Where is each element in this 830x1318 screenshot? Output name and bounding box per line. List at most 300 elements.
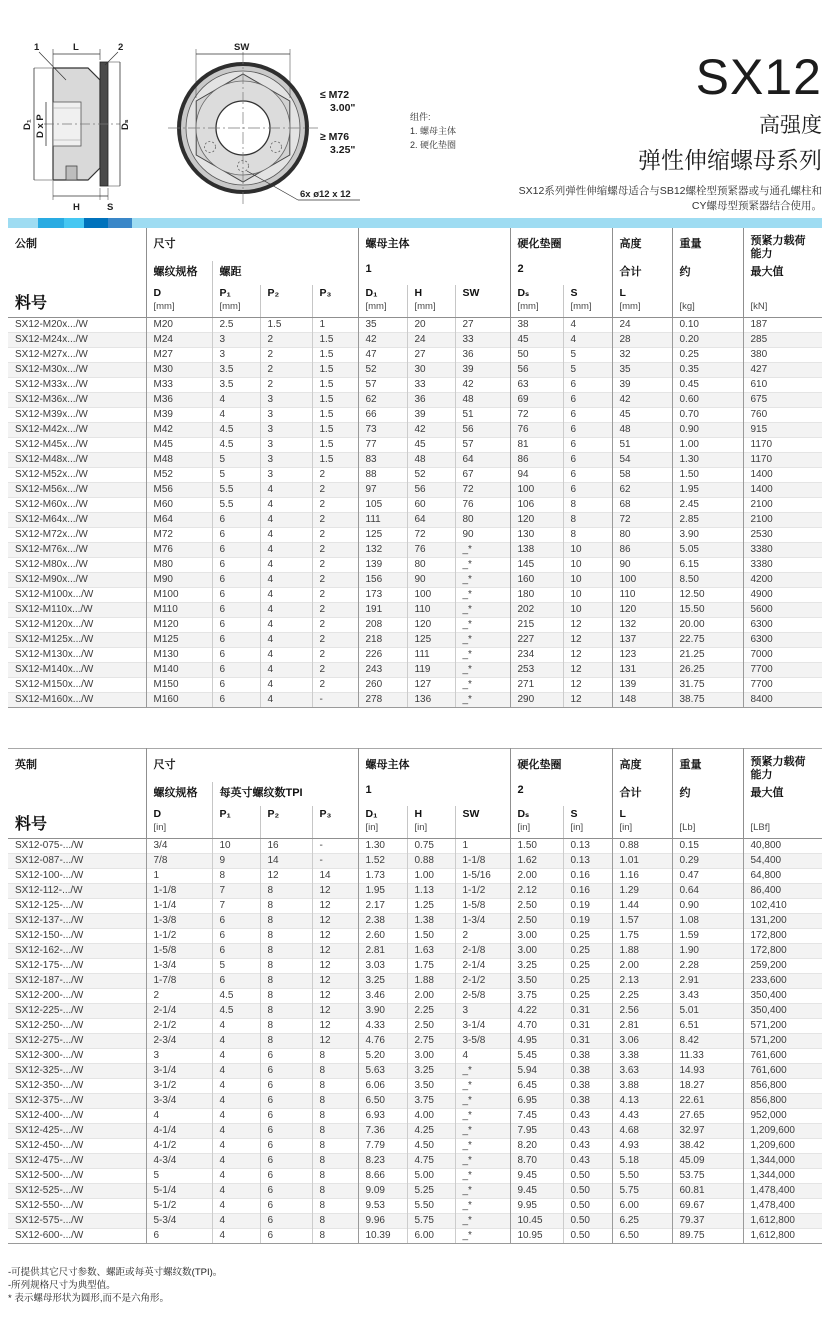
table-cell: 8 <box>260 1018 312 1033</box>
table-cell: 8 <box>312 1183 358 1198</box>
table-cell: 3.00 <box>510 943 563 958</box>
table-cell: 2.50 <box>407 1018 455 1033</box>
table-cell: 77 <box>358 437 407 452</box>
table-row <box>8 482 822 497</box>
table-cell: 0.16 <box>563 883 612 898</box>
accent-bar-segment <box>108 218 132 228</box>
table-cell: SX12-M150x.../W <box>8 677 146 692</box>
table-cell: 6.93 <box>358 1108 407 1123</box>
table-cell: 0.35 <box>672 362 743 377</box>
table-cell: 5.05 <box>672 542 743 557</box>
table-cell: 2 <box>260 377 312 392</box>
table-cell: 72 <box>455 482 510 497</box>
table-cell: 1.57 <box>612 913 672 928</box>
table-cell: 69.67 <box>672 1198 743 1213</box>
table-cell: 100 <box>407 587 455 602</box>
table-cell: 3.88 <box>612 1078 672 1093</box>
table-cell: 57 <box>455 437 510 452</box>
column-P1: P₁ <box>212 806 260 838</box>
table-cell: 226 <box>358 647 407 662</box>
table-row <box>8 362 822 377</box>
table-cell: M140 <box>146 662 212 677</box>
table-cell: 243 <box>358 662 407 677</box>
table-cell: 4.68 <box>612 1123 672 1138</box>
table-cell: 6 <box>212 928 260 943</box>
table-cell: 1-3/4 <box>146 958 212 973</box>
table-cell: 10.39 <box>358 1228 407 1243</box>
table-cell: 42 <box>455 377 510 392</box>
column-D: D [in] <box>146 806 212 838</box>
table-cell: 45.09 <box>672 1153 743 1168</box>
table-cell: 0.75 <box>407 838 455 853</box>
accent-bar-segment <box>132 218 822 228</box>
table-cell: 2 <box>312 572 358 587</box>
table-cell: SX12-150-.../W <box>8 928 146 943</box>
group-washer: 硬化垫圈 <box>510 228 612 261</box>
table-cell: 4 <box>260 692 312 707</box>
table-cell: 27.65 <box>672 1108 743 1123</box>
table-cell: 10.95 <box>510 1228 563 1243</box>
table-cell: SX12-425-.../W <box>8 1123 146 1138</box>
table-cell: 0.16 <box>563 868 612 883</box>
table-cell: 30 <box>407 362 455 377</box>
table-cell: 5.01 <box>672 1003 743 1018</box>
table-row <box>8 587 822 602</box>
table-cell: 2-1/4 <box>455 958 510 973</box>
table-row <box>8 617 822 632</box>
table-cell: 6 <box>212 542 260 557</box>
table-cell: 4.5 <box>212 437 260 452</box>
table-row <box>8 1138 822 1153</box>
table-cell: _* <box>455 1078 510 1093</box>
table-cell: 7 <box>212 898 260 913</box>
table-cell: SX12-137-.../W <box>8 913 146 928</box>
column-L: L [in] <box>612 806 672 838</box>
table-cell: 7 <box>212 883 260 898</box>
table-cell: 1.50 <box>510 838 563 853</box>
table-row <box>8 898 822 913</box>
table-cell: 22.61 <box>672 1093 743 1108</box>
table-cell: 2-5/8 <box>455 988 510 1003</box>
table-cell: 3.38 <box>612 1048 672 1063</box>
table-cell: 0.43 <box>563 1123 612 1138</box>
table-cell: 5.5 <box>212 497 260 512</box>
table-cell: 100 <box>612 572 672 587</box>
table-cell: 675 <box>743 392 822 407</box>
table-cell: 62 <box>358 392 407 407</box>
table-cell: 2.00 <box>510 868 563 883</box>
table-cell: _* <box>455 692 510 707</box>
column-Ds: Dₛ [in] <box>510 806 563 838</box>
table-cell: 4 <box>212 1123 260 1138</box>
table-cell: 6 <box>563 377 612 392</box>
table-cell: 0.50 <box>563 1198 612 1213</box>
table-cell: 45 <box>510 332 563 347</box>
table-cell: SX12-375-.../W <box>8 1093 146 1108</box>
table-cell: 62 <box>612 482 672 497</box>
table-cell: 53.75 <box>672 1168 743 1183</box>
table-cell: 6 <box>563 437 612 452</box>
table-cell: 83 <box>358 452 407 467</box>
table-cell: 4 <box>212 1198 260 1213</box>
table-cell: 130 <box>510 527 563 542</box>
table-cell: 3.25 <box>510 958 563 973</box>
table-cell: 68 <box>612 497 672 512</box>
table-cell: 4.25 <box>407 1123 455 1138</box>
table-cell: M48 <box>146 452 212 467</box>
table-cell: 3.50 <box>510 973 563 988</box>
table-cell: 73 <box>358 422 407 437</box>
table-cell: 6 <box>260 1228 312 1243</box>
table-cell: 2-3/4 <box>146 1033 212 1048</box>
table-cell: 137 <box>612 632 672 647</box>
table-cell: 0.20 <box>672 332 743 347</box>
imperial-table-body <box>8 838 822 1243</box>
table-cell: 10 <box>212 838 260 853</box>
table-cell: 0.19 <box>563 913 612 928</box>
table-cell: 5.75 <box>612 1183 672 1198</box>
table-cell: 10 <box>563 602 612 617</box>
table-cell: _* <box>455 1108 510 1123</box>
table-cell: SX12-M140x.../W <box>8 662 146 677</box>
table-cell: 38 <box>510 317 563 332</box>
table-cell: 1.30 <box>672 452 743 467</box>
subhead-nut-number: 1 <box>358 261 510 285</box>
table-cell: SX12-M90x.../W <box>8 572 146 587</box>
table-cell: 6.00 <box>407 1228 455 1243</box>
table-cell: 7.45 <box>510 1108 563 1123</box>
table-cell: 9.53 <box>358 1198 407 1213</box>
table-cell: 8.20 <box>510 1138 563 1153</box>
table-cell: 6 <box>212 617 260 632</box>
table-cell: 52 <box>407 467 455 482</box>
table-cell: 81 <box>510 437 563 452</box>
column-P1: P₁ [mm] <box>212 285 260 317</box>
table-cell: 8 <box>260 973 312 988</box>
table-cell: 1,344,000 <box>743 1168 822 1183</box>
table-cell: 5.50 <box>612 1168 672 1183</box>
table-row <box>8 422 822 437</box>
table-cell: SX12-475-.../W <box>8 1153 146 1168</box>
table-cell: 6 <box>146 1228 212 1243</box>
table-cell: 6 <box>212 602 260 617</box>
table-cell: 6 <box>212 572 260 587</box>
table-cell: 139 <box>612 677 672 692</box>
table-cell: 4 <box>260 587 312 602</box>
table-cell: 1-1/8 <box>455 853 510 868</box>
table-cell: 2 <box>260 332 312 347</box>
footnote: * 表示螺母形状为圆形,而不是六角形。 <box>8 1293 169 1304</box>
group-preload: 预紧力载荷能力 <box>743 228 822 261</box>
table-cell: 253 <box>510 662 563 677</box>
table-cell: 32.97 <box>672 1123 743 1138</box>
table-cell: 1,478,400 <box>743 1198 822 1213</box>
table-cell: 8.70 <box>510 1153 563 1168</box>
table-cell: 1 <box>312 317 358 332</box>
table-cell: _* <box>455 572 510 587</box>
table-cell: 2.85 <box>672 512 743 527</box>
table-cell: 6.45 <box>510 1078 563 1093</box>
accent-bar-segment <box>84 218 108 228</box>
column-part-number: 料号 <box>8 285 146 317</box>
table-cell: SX12-350-.../W <box>8 1078 146 1093</box>
table-cell: 1,209,600 <box>743 1123 822 1138</box>
table-cell: SX12-M30x.../W <box>8 362 146 377</box>
table-cell: 12 <box>312 898 358 913</box>
table-cell: 0.25 <box>563 958 612 973</box>
table-cell: 1.5 <box>312 407 358 422</box>
table-cell: M160 <box>146 692 212 707</box>
table-cell: 6 <box>212 692 260 707</box>
table-row <box>8 392 822 407</box>
column-P2: P₂ <box>260 285 312 317</box>
table-cell: 110 <box>407 602 455 617</box>
table-cell: 2.56 <box>612 1003 672 1018</box>
accent-bar-segment <box>38 218 64 228</box>
table-cell: 10 <box>563 557 612 572</box>
table-cell: 10 <box>563 587 612 602</box>
table-cell: 160 <box>510 572 563 587</box>
table-cell: 2100 <box>743 512 822 527</box>
table-cell: 15.50 <box>672 602 743 617</box>
table-cell: 0.25 <box>563 973 612 988</box>
table-cell: 4.76 <box>358 1033 407 1048</box>
table-cell: 100 <box>510 482 563 497</box>
group-nut-body: 螺母主体 <box>358 228 510 261</box>
table-cell: 36 <box>455 347 510 362</box>
subhead-washer-number: 2 <box>510 261 612 285</box>
table-cell: 5-1/4 <box>146 1183 212 1198</box>
table-cell: 16 <box>260 838 312 853</box>
table-cell: 5.63 <box>358 1063 407 1078</box>
table-cell: 0.45 <box>672 377 743 392</box>
table-cell: SX12-M64x.../W <box>8 512 146 527</box>
table-cell: - <box>312 692 358 707</box>
table-cell: 12.50 <box>672 587 743 602</box>
table-cell: 45 <box>407 437 455 452</box>
table-cell: 89.75 <box>672 1228 743 1243</box>
table-cell: 57 <box>358 377 407 392</box>
table-cell: 5 <box>212 452 260 467</box>
table-cell: 2 <box>312 647 358 662</box>
table-cell: 18.27 <box>672 1078 743 1093</box>
table-cell: 6 <box>563 482 612 497</box>
subhead-approx: 约 <box>672 782 743 806</box>
group-height: 高度 <box>612 749 672 783</box>
table-row <box>8 1168 822 1183</box>
table-cell: _* <box>455 1093 510 1108</box>
table-row <box>8 1003 822 1018</box>
table-cell: SX12-M100x.../W <box>8 587 146 602</box>
table-cell: 0.88 <box>407 853 455 868</box>
table-cell: 2 <box>455 928 510 943</box>
table-cell: 36 <box>407 392 455 407</box>
table-cell: SX12-M60x.../W <box>8 497 146 512</box>
table-cell: 148 <box>612 692 672 707</box>
table-cell: 0.60 <box>672 392 743 407</box>
table-cell: 380 <box>743 347 822 362</box>
table-cell: 12 <box>312 943 358 958</box>
table-cell: 0.47 <box>672 868 743 883</box>
table-cell: _* <box>455 602 510 617</box>
table-cell: 1-5/16 <box>455 868 510 883</box>
footnote: -所列规格尺寸为典型值。 <box>8 1280 116 1291</box>
table-cell: 14.93 <box>672 1063 743 1078</box>
table-row <box>8 853 822 868</box>
table-cell: SX12-M110x.../W <box>8 602 146 617</box>
table-cell: 0.29 <box>672 853 743 868</box>
table-row <box>8 572 822 587</box>
table-cell: 4.5 <box>212 422 260 437</box>
column-SW: SW <box>455 806 510 838</box>
table-cell: 54,400 <box>743 853 822 868</box>
table-cell: 51 <box>612 437 672 452</box>
table-cell: 4 <box>260 527 312 542</box>
footnote: -可提供其它尺寸参数、螺距或每英寸螺纹数(TPI)。 <box>8 1267 223 1278</box>
table-cell: 3 <box>260 392 312 407</box>
table-cell: SX12-M72x.../W <box>8 527 146 542</box>
table-cell: M27 <box>146 347 212 362</box>
table-cell: 4 <box>260 617 312 632</box>
metric-table-header <box>8 228 822 317</box>
table-cell: 856,800 <box>743 1093 822 1108</box>
table-cell: 8 <box>312 1168 358 1183</box>
table-cell: 6 <box>260 1153 312 1168</box>
table-cell: 4200 <box>743 572 822 587</box>
table-cell: 1,612,800 <box>743 1213 822 1228</box>
table-cell: SX12-225-.../W <box>8 1003 146 1018</box>
table-row <box>8 1033 822 1048</box>
table-cell: 3.90 <box>672 527 743 542</box>
table-cell: 3.75 <box>510 988 563 1003</box>
table-cell: 6 <box>212 973 260 988</box>
table-cell: 2 <box>312 482 358 497</box>
table-cell: 90 <box>407 572 455 587</box>
table-cell: 132 <box>358 542 407 557</box>
table-cell: 1.08 <box>672 913 743 928</box>
system-label: 公制 <box>15 238 37 250</box>
table-cell: 24 <box>612 317 672 332</box>
table-cell: 2.38 <box>358 913 407 928</box>
table-cell: 22.75 <box>672 632 743 647</box>
table-cell: 38.42 <box>672 1138 743 1153</box>
table-cell: SX12-M27x.../W <box>8 347 146 362</box>
table-cell: SX12-550-.../W <box>8 1198 146 1213</box>
side-view <box>22 42 131 213</box>
table-cell: 26.25 <box>672 662 743 677</box>
table-cell: M42 <box>146 422 212 437</box>
table-cell: 1.13 <box>407 883 455 898</box>
table-cell: 4.43 <box>612 1108 672 1123</box>
table-cell: 0.31 <box>563 1018 612 1033</box>
table-cell: 2.12 <box>510 883 563 898</box>
table-cell: 56 <box>510 362 563 377</box>
table-cell: M110 <box>146 602 212 617</box>
table-cell: 1.50 <box>407 928 455 943</box>
table-cell: 7.95 <box>510 1123 563 1138</box>
table-cell: 33 <box>455 332 510 347</box>
table-cell: 4.5 <box>212 1003 260 1018</box>
metric-table-body <box>8 317 822 707</box>
table-cell: M72 <box>146 527 212 542</box>
table-cell: 6 <box>563 452 612 467</box>
table-cell: 6 <box>260 1093 312 1108</box>
table-row <box>8 692 822 707</box>
table-cell: _* <box>455 1228 510 1243</box>
table-cell: 1.5 <box>312 362 358 377</box>
table-cell: 90 <box>612 557 672 572</box>
table-cell: 5.20 <box>358 1048 407 1063</box>
table-cell: 1.01 <box>612 853 672 868</box>
table-cell: 0.25 <box>563 988 612 1003</box>
subhead-max: 最大值 <box>743 782 822 806</box>
table-cell: 4 <box>212 1138 260 1153</box>
subhead-tpi: 每英寸螺纹数TPI <box>212 782 358 806</box>
table-cell: 86 <box>612 542 672 557</box>
table-cell: 7000 <box>743 647 822 662</box>
table-cell: 191 <box>358 602 407 617</box>
dim-DxP-label: D x P <box>35 114 46 138</box>
table-row <box>8 1093 822 1108</box>
table-cell: 127 <box>407 677 455 692</box>
table-cell: _* <box>455 1138 510 1153</box>
table-cell: _* <box>455 1153 510 1168</box>
group-height: 高度 <box>612 228 672 261</box>
table-row <box>8 1078 822 1093</box>
table-cell: 1.44 <box>612 898 672 913</box>
table-cell: 3 <box>260 407 312 422</box>
table-row <box>8 377 822 392</box>
table-row <box>8 407 822 422</box>
table-cell: 0.31 <box>563 1033 612 1048</box>
table-cell: 3.50 <box>407 1078 455 1093</box>
table-cell: 6 <box>260 1213 312 1228</box>
table-row <box>8 988 822 1003</box>
table-cell: 4.93 <box>612 1138 672 1153</box>
table-cell: 952,000 <box>743 1108 822 1123</box>
dim-L-label: L <box>73 42 79 53</box>
accent-bar-segment <box>8 218 38 228</box>
table-cell: SX12-M130x.../W <box>8 647 146 662</box>
table-cell: 2 <box>312 662 358 677</box>
table-cell: 0.13 <box>563 853 612 868</box>
table-row <box>8 883 822 898</box>
table-cell: 6 <box>260 1048 312 1063</box>
table-cell: 3-1/2 <box>146 1078 212 1093</box>
table-cell: 5.45 <box>510 1048 563 1063</box>
table-cell: 2 <box>312 602 358 617</box>
table-cell: 64 <box>407 512 455 527</box>
table-cell: 145 <box>510 557 563 572</box>
page-title: SX12 <box>695 49 822 105</box>
table-row <box>8 1213 822 1228</box>
table-cell: 1.25 <box>407 898 455 913</box>
table-cell: 12 <box>563 647 612 662</box>
table-cell: 5-3/4 <box>146 1213 212 1228</box>
table-cell: _* <box>455 587 510 602</box>
table-cell: 0.25 <box>563 943 612 958</box>
table-cell: 47 <box>358 347 407 362</box>
table-cell: SX12-M20x.../W <box>15 319 88 331</box>
table-cell: 3380 <box>743 542 822 557</box>
table-cell: 6 <box>212 647 260 662</box>
column-S: S [in] <box>563 806 612 838</box>
table-cell: 1,344,000 <box>743 1153 822 1168</box>
table-cell: 4 <box>260 602 312 617</box>
table-cell: 6 <box>260 1108 312 1123</box>
table-cell: 4 <box>212 1033 260 1048</box>
table-cell: SX12-075-.../W <box>15 840 84 852</box>
